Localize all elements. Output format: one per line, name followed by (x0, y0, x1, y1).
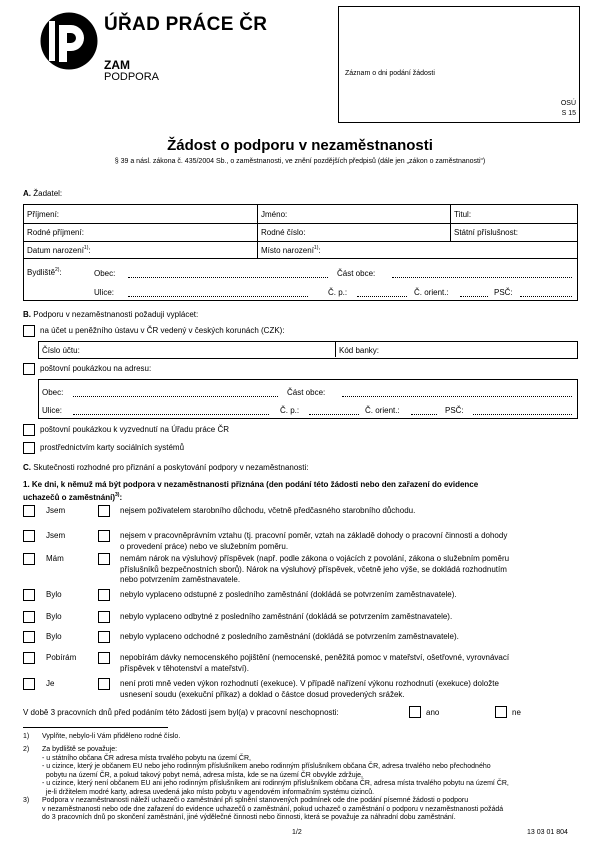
birth-place-field[interactable] (261, 245, 321, 255)
condition-text-line: nepobírám dávky nemocenského pojištění (nemocenské, peněžitá pomoc v mateřství, ošetřovné, vyrovnávací (120, 653, 510, 662)
citizenship-field[interactable]: Státní příslušnost: (454, 228, 519, 237)
affirm-word: Jsem (46, 506, 66, 515)
footnote-2-line: - u cizince, který je občanem EU nebo jeho rodinným příslušníkem anebo rodinným příslušníkem občana ČR, adresa trvalého nebo přechodného (42, 763, 491, 771)
question-1-line2: uchazečů o zaměstnání) (23, 493, 116, 502)
affirm-word: Bylo (46, 632, 62, 641)
colon: : (119, 493, 123, 502)
colon: : (59, 268, 62, 277)
condition-text (120, 554, 580, 586)
page-number: 1/2 (292, 829, 302, 836)
postal-house-label: Č. p.: (280, 406, 300, 415)
condition-text-line: příspěvek v těhotenství a mateřství). (120, 663, 249, 673)
condition-text (120, 632, 580, 643)
section-b-heading (23, 310, 198, 319)
affirm-word: Bylo (46, 612, 62, 621)
residence-house-input[interactable] (357, 296, 407, 297)
negate-checkbox[interactable] (98, 678, 110, 690)
footnote-3-number: 3) (23, 797, 30, 804)
birth-place-label: Místo narození (261, 246, 314, 255)
col-divider (450, 223, 451, 241)
postal-street-input[interactable] (73, 414, 269, 415)
condition-text (120, 506, 580, 517)
postal-street-label: Ulice: (42, 406, 63, 415)
condition-text-line: nebylo vyplaceno odchodné z posledního zaměstnání (dokládá se potvrzením zaměstnavatele). (120, 632, 459, 641)
condition-text (120, 679, 580, 700)
footnote-ref: 1) (83, 245, 89, 251)
col-divider (335, 342, 336, 357)
footnote-3-line: Podpora v nezaměstnanosti náleží uchazeči o zaměstnání při splnění stanovených podmínek ode dne podání písemné žádosti o podporu (42, 797, 469, 804)
footnote-3-line: do 3 pracovních dnů po skončení zaměstnání, jiné výdělečné činnosti nebo činnosti, která se považuje za náhradní dobu zaměstnání. (42, 814, 456, 822)
residence-street-label: Ulice: (94, 288, 115, 297)
footnote-divider (23, 727, 168, 728)
birth-date-label: Datum narození (27, 246, 84, 255)
postal-orient-input[interactable] (411, 414, 437, 415)
row-divider (24, 241, 577, 242)
affirm-checkbox[interactable] (23, 589, 35, 601)
postal-address-box (38, 379, 578, 419)
condition-text-line: nejsem poživatelem starobního důchodu, včetně předčasného starobního důchodu. (120, 506, 416, 515)
footnote-2-text (42, 746, 509, 798)
negate-checkbox[interactable] (98, 589, 110, 601)
dept-label: ZAM (104, 58, 130, 72)
footnote-ref: 2) (55, 267, 60, 273)
form-id-code: 13 03 01 804 (527, 829, 568, 836)
birth-date-field[interactable] (27, 245, 91, 255)
condition-text (120, 590, 580, 601)
affirm-checkbox[interactable] (23, 678, 35, 690)
condition-text (120, 531, 580, 552)
bank-account-box (38, 341, 578, 359)
section-a-letter: A. (23, 189, 31, 198)
question-1-line1: 1. Ke dni, k němuž má být podpora v nezaměstnanosti přiznána (den podání této žádosti nebo den zařazení do evidence (23, 480, 479, 489)
form-title: Žádost o podporu v nezaměstnanosti (167, 137, 433, 154)
negate-checkbox[interactable] (98, 505, 110, 517)
residence-zip-input[interactable] (520, 296, 572, 297)
receipt-stamp-box[interactable] (338, 6, 580, 123)
condition-text-line: nebylo vyplaceno odstupné z posledního zaměstnání (dokládá se potvrzením zaměstnavatele). (120, 590, 457, 599)
form-code (561, 99, 576, 119)
footnote-2-line: - u cizince, který není občanem EU ani jeho rodinným příslušníkem ani rodinným příslušníkem občana ČR, adresa místa trvalého pobytu na území ČR, (42, 780, 509, 788)
negate-checkbox[interactable] (98, 553, 110, 565)
form-subtitle: § 39 a násl. zákona č. 435/2004 Sb., o zaměstnanosti, ve znění pozdějších předpisů (dále jen „zákon o zaměstnanosti“) (114, 158, 486, 165)
residence-street-input[interactable] (128, 296, 308, 297)
affirm-word: Je (46, 679, 55, 688)
negate-checkbox[interactable] (98, 652, 110, 664)
affirm-word: Jsem (46, 531, 66, 540)
row-divider (24, 258, 577, 259)
residence-house-label: Č. p.: (328, 288, 348, 297)
section-b-title: Podporu v nezaměstnanosti požaduji vyplácet: (33, 310, 199, 319)
org-name: ÚŘAD PRÁCE ČR (104, 14, 268, 35)
residence-part-label: Část obce: (337, 269, 376, 278)
social-card-option-label: prostřednictvím karty sociálních systémů (40, 443, 185, 452)
incapacity-no-checkbox[interactable] (495, 706, 507, 718)
affirm-checkbox[interactable] (23, 631, 35, 643)
residence-label (27, 267, 62, 277)
negate-checkbox[interactable] (98, 631, 110, 643)
section-b-letter: B. (23, 310, 31, 319)
affirm-word: Mám (46, 554, 64, 563)
urad-prace-logo (40, 12, 98, 70)
bank-account-checkbox[interactable] (23, 325, 35, 337)
postal-zip-label: PSČ: (445, 406, 464, 415)
footnote-2-number: 2) (23, 746, 30, 753)
postal-municipality-input[interactable] (73, 396, 278, 397)
colon: : (318, 246, 321, 255)
postal-part-label: Část obce: (287, 388, 326, 397)
residence-text: Bydliště (27, 268, 56, 277)
footnote-2-line: Za bydliště se považuje: (42, 746, 118, 753)
affirm-checkbox[interactable] (23, 652, 35, 664)
footnote-3-line: v nezaměstnanosti nebo ode dne zařazení do evidence uchazečů o zaměstnání, pokud uchazeč o zaměstnání o podporu v nezaměstnanosti požádá (42, 805, 504, 813)
surname-field[interactable]: Příjmení: (27, 210, 60, 219)
negate-checkbox[interactable] (98, 530, 110, 542)
col-divider (257, 205, 258, 258)
degree-field[interactable]: Titul: (454, 210, 472, 219)
footnote-2-line: je-li držitelem modré karty, adresa uvedená jako místo pobytu v agendovém informačním systému cizinců. (42, 788, 375, 796)
footnote-1-text: Vyplňte, nebylo-li Vám přiděleno rodné číslo. (42, 733, 181, 740)
condition-text-line: nebo potvrzením zaměstnavatele. (120, 575, 241, 584)
affirm-checkbox[interactable] (23, 611, 35, 623)
applicant-box (23, 204, 578, 301)
footnote-1-number: 1) (23, 733, 30, 740)
account-number-field[interactable]: Číslo účtu: (42, 346, 80, 355)
footnote-3-text (42, 797, 503, 823)
affirm-word: Bylo (46, 590, 62, 599)
footnote-ref: 3) (115, 492, 120, 498)
section-c-letter: C. (23, 463, 31, 472)
negate-checkbox[interactable] (98, 611, 110, 623)
affirm-word: Pobírám (46, 653, 77, 662)
receipt-label: Záznam o dni podání žádosti (345, 70, 435, 77)
affirm-checkbox[interactable] (23, 553, 35, 565)
residence-zip-label: PSČ: (494, 288, 513, 297)
section-c-heading (23, 463, 309, 472)
incapacity-yes-label: ano (426, 708, 440, 717)
condition-text-line: usnesení soudu (exekuční příkaz) a doklad o částce dosud provedených srážek. (120, 689, 405, 699)
section-a-title: Žadatel: (33, 189, 63, 198)
incapacity-yes-checkbox[interactable] (409, 706, 421, 718)
question-1-line2-wrap (23, 490, 478, 503)
bank-code-field[interactable]: Kód banky: (339, 346, 380, 355)
birth-number-field[interactable]: Rodné číslo: (261, 228, 306, 237)
affirm-checkbox[interactable] (23, 505, 35, 517)
incapacity-question: V době 3 pracovních dnů před podáním této žádosti jsem byl(a) v pracovní neschopnosti: (23, 708, 339, 717)
postal-part-input[interactable] (342, 396, 572, 397)
footnote-2-line: - u státního občana ČR adresa místa trvalého pobytu na území ČR, (42, 754, 251, 762)
affirm-checkbox[interactable] (23, 530, 35, 542)
incapacity-no-label: ne (512, 708, 521, 717)
condition-text-line: o provedení práce) nebo ve služebním poměru. (120, 541, 289, 551)
office-pickup-checkbox[interactable] (23, 424, 35, 436)
residence-orient-label: Č. orient.: (414, 288, 449, 297)
form-code-line1: OSÚ (560, 100, 576, 107)
section-a-heading (23, 189, 62, 198)
social-card-checkbox[interactable] (23, 442, 35, 454)
condition-text-line: nebylo vyplaceno odbytné z posledního zaměstnání (dokládá se potvrzením zaměstnavatele). (120, 612, 453, 621)
condition-text-line: není proti mně veden výkon rozhodnutí (exekuce). V případě nařízení výkonu rozhodnutí (exekuce) doložte (120, 679, 499, 688)
condition-text (120, 612, 580, 623)
condition-text-line: nejsem v pracovněprávním vztahu (tj. pracovní poměr, vztah na základě dohody o pracovní činnosti a dohody (120, 531, 508, 540)
postal-house-input[interactable] (309, 414, 359, 415)
form-code-line2: S 15 (561, 110, 576, 117)
bank-account-option-label: na účet u peněžního ústavu v ČR vedený v českých korunách (CZK): (40, 326, 285, 335)
postal-address-option-label: poštovní poukázkou na adresu: (40, 364, 152, 373)
residence-municipality-input[interactable] (128, 277, 328, 278)
postal-zip-input[interactable] (473, 414, 572, 415)
residence-part-input[interactable] (392, 277, 572, 278)
residence-municipality-label: Obec: (94, 269, 116, 278)
birth-surname-field[interactable]: Rodné příjmení: (27, 228, 84, 237)
row-divider (24, 223, 577, 224)
postal-municipality-label: Obec: (42, 388, 64, 397)
office-pickup-option-label: poštovní poukázkou k vyzvednutí na Úřadu práce ČR (40, 425, 229, 434)
col-divider (450, 205, 451, 223)
footnote-2-line: pobytu na území ČR, a pokud takový pobyt nemá, adresa místa, kde se na území ČR obvykle zdržuje, (42, 771, 363, 779)
condition-text (120, 653, 580, 674)
colon: : (88, 246, 91, 255)
section-c-title: Skutečnosti rozhodné pro přiznání a poskytování podpory v nezaměstnanosti: (33, 463, 309, 472)
residence-orient-input[interactable] (460, 296, 488, 297)
condition-text-line: příslušníků bezpečnostních sborů). Nárok na výsluhový příspěvek, včetně jeho výše, se dokládá rozhodnutím (120, 564, 507, 574)
first-name-field[interactable]: Jméno: (261, 210, 288, 219)
question-1 (23, 479, 478, 503)
condition-text-line: nemám nárok na výsluhový příspěvek (např. podle zákona o vojácích z povolání, zákona o služebním poměru (120, 554, 510, 563)
postal-orient-label: Č. orient.: (365, 406, 400, 415)
postal-address-checkbox[interactable] (23, 363, 35, 375)
footnote-ref: 1) (313, 245, 319, 251)
subdept-label: PODPORA (104, 71, 160, 83)
